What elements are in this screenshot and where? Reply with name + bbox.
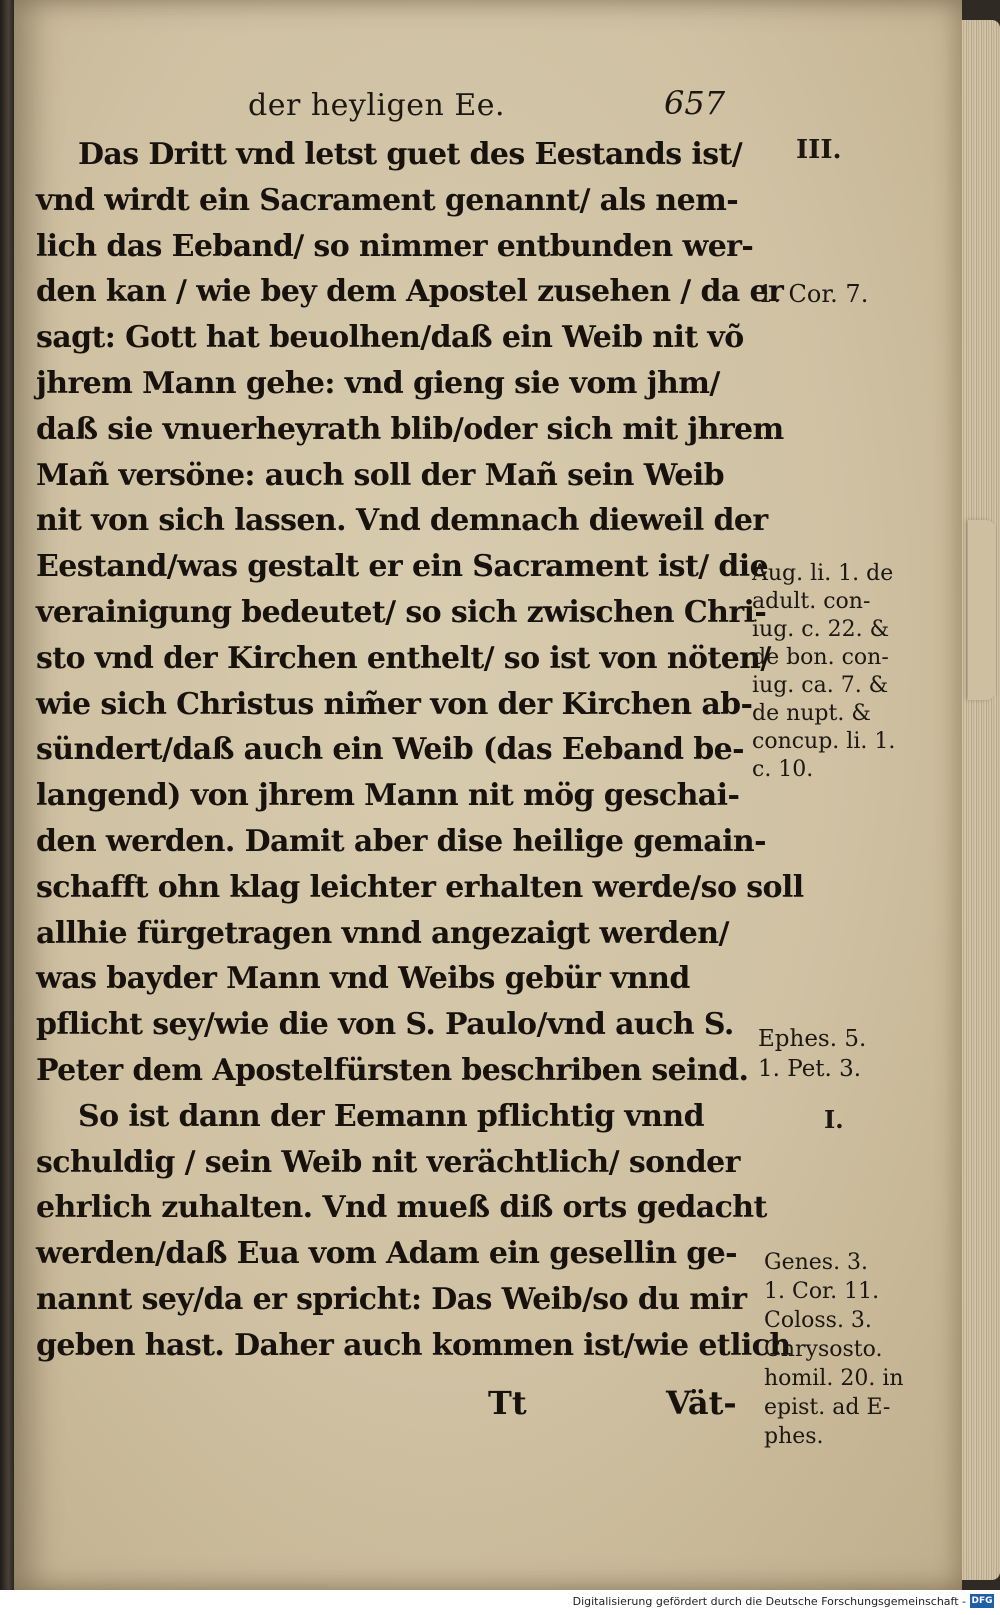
margin-ref-line: iug. c. 22. & <box>752 617 890 642</box>
text-line: Peter dem Apostelfürsten beschriben seind. <box>36 1052 749 1088</box>
text-line: nit von sich lassen. Vnd demnach dieweil der <box>36 503 768 539</box>
margin-ephes-refs <box>758 1024 866 1084</box>
text-line: schuldig / sein Weib nit verächtlich/ sonder <box>36 1144 740 1180</box>
margin-section-iii: III. <box>796 135 842 165</box>
page-edge-tab <box>968 520 996 700</box>
text-line: sto vnd der Kirchen enthelt/ so ist von nöten/ <box>36 640 771 676</box>
text-line: Eestand/was gestalt er ein Sacrament ist/ die <box>36 549 769 585</box>
text-line: lich das Eeband/ so nimmer entbunden wer- <box>36 228 754 264</box>
margin-ref-line: 1. Cor. 11. <box>764 1279 880 1304</box>
catchword: Vät- <box>666 1384 737 1422</box>
margin-ref-line: de bon. con- <box>752 645 889 670</box>
page-number: 657 <box>664 84 726 122</box>
margin-ref-line: phes. <box>764 1424 824 1449</box>
text-line: allhie fürgetragen vnnd angezaigt werden/ <box>36 915 729 951</box>
footer-credit: Digitalisierung gefördert durch die Deutsche Forschungsgemeinschaft - <box>572 1595 966 1608</box>
margin-genesis-refs <box>764 1248 904 1451</box>
margin-ref-line: c. 10. <box>752 757 814 782</box>
text-line: geben hast. Daher auch kommen ist/wie etlich <box>36 1327 791 1363</box>
page-edges <box>962 20 1000 1580</box>
text-line: nannt sey/da er spricht: Das Weib/so du mir <box>36 1281 747 1317</box>
margin-ref-line: Genes. 3. <box>764 1250 869 1275</box>
running-head: der heyligen Ee. <box>248 88 506 123</box>
margin-ref-line: Coloss. 3. <box>764 1308 872 1333</box>
text-line: sündert/daß auch ein Weib (das Eeband be- <box>36 732 744 768</box>
text-line: schafft ohn klag leichter erhalten werde/so soll <box>36 869 804 905</box>
margin-ref-line: de nupt. & <box>752 701 871 726</box>
margin-ref-line: iug. ca. 7. & <box>752 673 889 698</box>
text-line: Mañ versöne: auch soll der Mañ sein Weib <box>36 457 725 493</box>
text-line: daß sie vnuerheyrath blib/oder sich mit jhrem <box>36 411 784 447</box>
text-line: ehrlich zuhalten. Vnd mueß diß orts gedacht <box>36 1190 767 1226</box>
margin-ref-line: homil. 20. in <box>764 1366 904 1391</box>
text-line: werden/daß Eua vom Adam ein gesellin ge- <box>36 1236 738 1272</box>
margin-ref-line: 1. Pet. 3. <box>758 1056 862 1082</box>
text-line: pflicht sey/wie die von S. Paulo/vnd auch S. <box>36 1007 734 1043</box>
dfg-logo: DFG <box>971 1596 993 1606</box>
text-line: vnd wirdt ein Sacrament genannt/ als nem- <box>36 182 739 218</box>
text-line: was bayder Mann vnd Weibs gebür vnnd <box>36 961 690 997</box>
margin-ref-line: Ephes. 5. <box>758 1026 867 1052</box>
text-line: den werden. Damit aber dise heilige gemain- <box>36 823 766 859</box>
margin-augustine-refs <box>752 560 895 784</box>
margin-section-i: I. <box>824 1105 844 1134</box>
text-line: So ist dann der Eemann pflichtig vnnd <box>78 1098 704 1134</box>
text-line: verainigung bedeutet/ so sich zwischen Chri- <box>36 594 767 630</box>
text-line: wie sich Christus nim̃er von der Kirchen ab- <box>36 686 753 722</box>
signature-mark: Tt <box>488 1384 527 1422</box>
margin-ref-line: concup. li. 1. <box>752 729 896 754</box>
margin-ref-line: Chrysosto. <box>764 1337 883 1362</box>
text-line: sagt: Gott hat beuolhen/daß ein Weib nit võ <box>36 320 744 356</box>
text-line: jhrem Mann gehe: vnd gieng sie vom jhm/ <box>36 365 720 401</box>
margin-ref-line: Aug. li. 1. de <box>752 561 894 586</box>
margin-ref-line: adult. con- <box>752 589 871 614</box>
text-line: den kan / wie bey dem Apostel zusehen / da er <box>36 274 784 310</box>
margin-cor7: 1. Cor. 7. <box>758 280 869 308</box>
text-line: Das Dritt vnd letst guet des Eestands ist/ <box>78 137 743 172</box>
text-line: langend) von jhrem Mann nit mög geschai- <box>36 778 740 814</box>
margin-ref-line: epist. ad E- <box>764 1395 891 1420</box>
book-binding <box>0 0 14 1590</box>
